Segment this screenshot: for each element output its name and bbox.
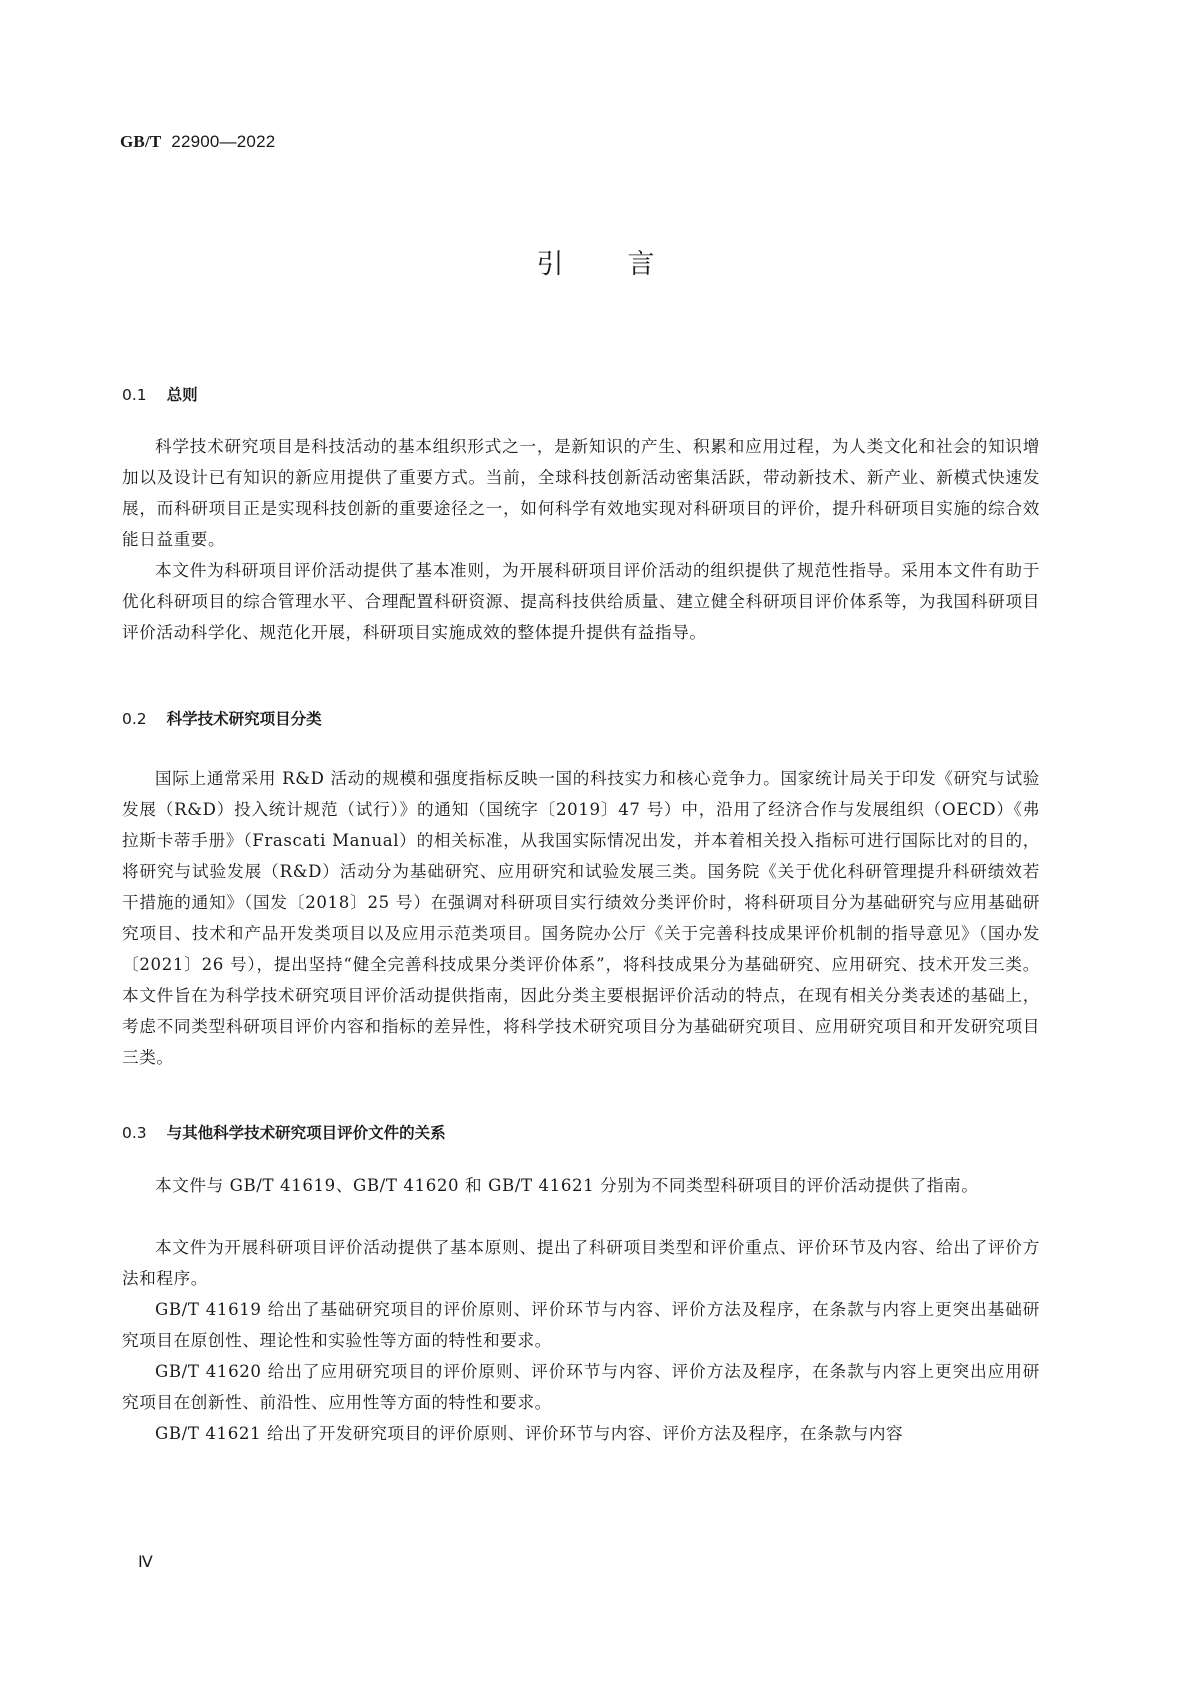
section-title: 总则 xyxy=(166,386,198,404)
standard-prefix: GB/T xyxy=(120,132,162,151)
page-number: Ⅳ xyxy=(138,1554,153,1571)
paragraph: 科学技术研究项目是科技活动的基本组织形式之一，是新知识的产生、积累和应用过程，为人类文化和社会的知识增加以及设计已有知识的新应用提供了重要方式。当前，全球科技创新活动密集活跃，带动新技术、新产业、新模式快速发展，而科研项目正是实现科技创新的重要途径之一，如何科学有效地实现对科研项目的评价，提升科研项目实施的综合效能日益重要。 xyxy=(122,437,1040,549)
section-title: 科学技术研究项目分类 xyxy=(166,710,322,728)
section-heading-0-1 xyxy=(122,383,198,405)
paragraph: 本文件为开展科研项目评价活动提供了基本原则、提出了科研项目类型和评价重点、评价环节及内容、给出了评价方法和程序。 xyxy=(122,1238,1040,1288)
section-heading-0-3 xyxy=(122,1121,446,1143)
standard-number: 22900—2022 xyxy=(171,132,276,151)
page-title xyxy=(0,242,1191,281)
page-title-char-1: 引 xyxy=(536,249,564,280)
paragraph: GB/T 41621 给出了开发研究项目的评价原则、评价环节与内容、评价方法及程序，在条款与内容 xyxy=(155,1424,904,1443)
paragraph: GB/T 41620 给出了应用研究项目的评价原则、评价环节与内容、评价方法及程序，在条款与内容上更突出应用研究项目在创新性、前沿性、应用性等方面的特性和要求。 xyxy=(122,1362,1040,1412)
paragraph: 本文件与 GB/T 41619、GB/T 41620 和 GB/T 41621 分别为不同类型科研项目的评价活动提供了指南。 xyxy=(155,1176,979,1195)
section-number: 0.3 xyxy=(122,1124,147,1142)
paragraph: GB/T 41619 给出了基础研究项目的评价原则、评价环节与内容、评价方法及程序，在条款与内容上更突出基础研究项目在原创性、理论性和实验性等方面的特性和要求。 xyxy=(122,1300,1040,1350)
paragraph: 本文件为科研项目评价活动提供了基本准则，为开展科研项目评价活动的组织提供了规范性指导。采用本文件有助于优化科研项目的综合管理水平、合理配置科研资源、提高科技供给质量、建立健全科研项目评价体系等，为我国科研项目评价活动科学化、规范化开展，科研项目实施成效的整体提升提供有益指导。 xyxy=(122,561,1040,642)
section-number: 0.1 xyxy=(122,386,147,404)
section-title: 与其他科学技术研究项目评价文件的关系 xyxy=(166,1124,446,1142)
page-title-char-2: 言 xyxy=(627,249,655,280)
paragraph: 国际上通常采用 R&D 活动的规模和强度指标反映一国的科技实力和核心竞争力。国家统计局关于印发《研究与试验发展（R&D）投入统计规范（试行）》的通知（国统字〔2019〕47 号）中，沿用了经济合作与发展组织（OECD）《弗拉斯卡蒂手册》（Frascati Manual）的相关标准，从我国实际情况出发，并本着相关投入指标可进行国际比对的目的，将研究与试验发展（R&D）活动分为基础研究、应用研究和试验发展三类。国务院《关于优化科研管理提升科研绩效若干措施的通知》（国发〔2018〕25 号）在强调对科研项目实行绩效分类评价时，将科研项目分为基础研究与应用基础研究项目、技术和产品开发类项目以及应用示范类项目。国务院办公厅《关于完善科技成果评价机制的指导意见》（国办发〔2021〕26 号），提出坚持“健全完善科技成果分类评价体系”，将科技成果分为基础研究、应用研究、技术开发三类。本文件旨在为科学技术研究项目评价活动提供指南，因此分类主要根据评价活动的特点，在现有相关分类表述的基础上，考虑不同类型科研项目评价内容和指标的差异性，将科学技术研究项目分为基础研究项目、应用研究项目和开发研究项目三类。 xyxy=(122,769,1040,1067)
standard-code xyxy=(120,132,275,152)
section-number: 0.2 xyxy=(122,710,147,728)
section-heading-0-2 xyxy=(122,707,322,729)
